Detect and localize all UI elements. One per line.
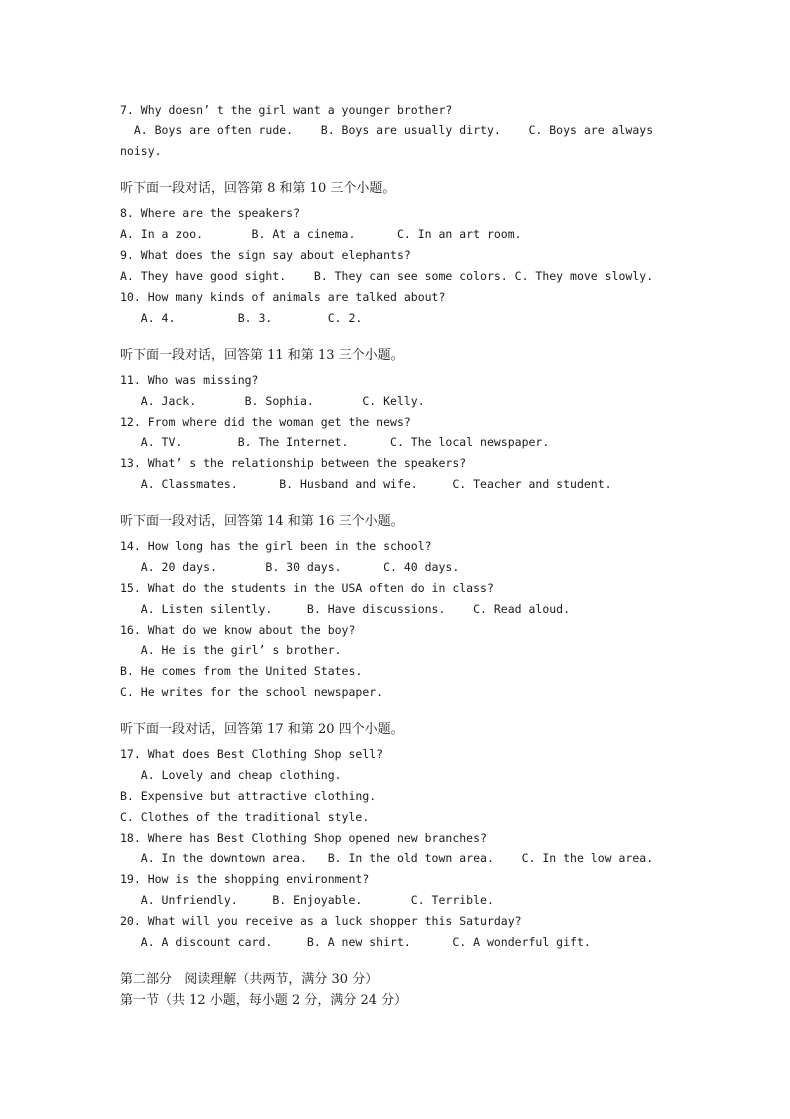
question-18: 18. Where has Best Clothing Shop opened new branches? [120, 831, 487, 845]
section-header-8-10: 听下面一段对话，回答第 8 和第 10 三个小题。 [120, 181, 396, 196]
question-8-options: A. In a zoo. B. At a cinema. C. In an art room. [120, 227, 522, 241]
question-16-option-a: A. He is the girl’ s brother. [120, 643, 342, 657]
question-16: 16. What do we know about the boy? [120, 623, 356, 637]
question-10-options: A. 4. B. 3. C. 2. [120, 311, 363, 325]
question-18-options: A. In the downtown area. B. In the old town area. C. In the low area. [120, 851, 654, 865]
part-two-heading: 第二部分 阅读理解（共两节，满分 30 分） [120, 972, 379, 987]
question-13-options: A. Classmates. B. Husband and wife. C. Teacher and student. [120, 477, 612, 491]
question-15: 15. What do the students in the USA often do in class? [120, 581, 494, 595]
section-header-17-20: 听下面一段对话，回答第 17 和第 20 四个小题。 [120, 722, 404, 737]
question-9-options: A. They have good sight. B. They can see some colors. C. They move slowly. [120, 269, 654, 283]
question-19: 19. How is the shopping environment? [120, 872, 370, 886]
question-17-option-b: B. Expensive but attractive clothing. [120, 789, 377, 803]
question-10: 10. How many kinds of animals are talked about? [120, 290, 446, 304]
question-8: 8. Where are the speakers? [120, 206, 301, 220]
question-14: 14. How long has the girl been in the school? [120, 539, 432, 553]
question-12-options: A. TV. B. The Internet. C. The local newspaper. [120, 435, 550, 449]
section-one-heading: 第一节（共 12 小题，每小题 2 分，满分 24 分） [120, 993, 408, 1008]
question-7-options-wrap: noisy. [120, 144, 162, 158]
question-15-options: A. Listen silently. B. Have discussions. C. Read aloud. [120, 602, 571, 616]
question-11-options: A. Jack. B. Sophia. C. Kelly. [120, 394, 425, 408]
question-19-options: A. Unfriendly. B. Enjoyable. C. Terrible. [120, 893, 494, 907]
question-17-option-c: C. Clothes of the traditional style. [120, 810, 370, 824]
question-7: 7. Why doesn’ t the girl want a younger brother? [120, 103, 453, 117]
question-20: 20. What will you receive as a luck shopper this Saturday? [120, 914, 522, 928]
question-7-options: A. Boys are often rude. B. Boys are usually dirty. C. Boys are always [120, 123, 654, 137]
question-12: 12. From where did the woman get the news? [120, 415, 411, 429]
question-13: 13. What’ s the relationship between the speakers? [120, 456, 467, 470]
question-16-option-c: C. He writes for the school newspaper. [120, 685, 384, 699]
question-17-option-a: A. Lovely and cheap clothing. [120, 768, 342, 782]
question-9: 9. What does the sign say about elephants? [120, 248, 411, 262]
section-header-14-16: 听下面一段对话，回答第 14 和第 16 三个小题。 [120, 514, 404, 529]
question-16-option-b: B. He comes from the United States. [120, 664, 363, 678]
question-17: 17. What does Best Clothing Shop sell? [120, 747, 384, 761]
question-20-options: A. A discount card. B. A new shirt. C. A wonderful gift. [120, 935, 591, 949]
section-header-11-13: 听下面一段对话，回答第 11 和第 13 三个小题。 [120, 348, 404, 363]
question-14-options: A. 20 days. B. 30 days. C. 40 days. [120, 560, 460, 574]
question-11: 11. Who was missing? [120, 373, 259, 387]
